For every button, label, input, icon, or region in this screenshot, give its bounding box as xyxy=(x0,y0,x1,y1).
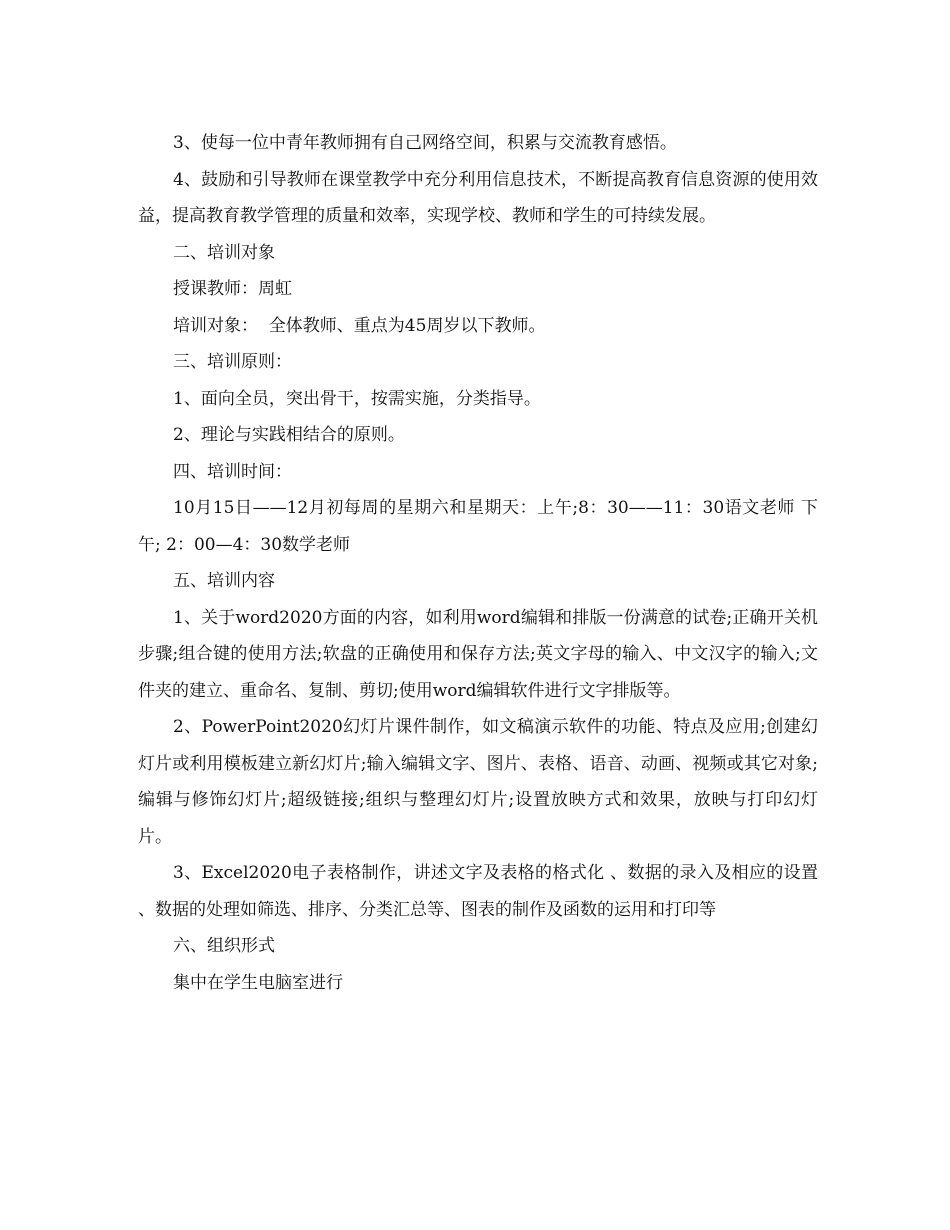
paragraph-trainees: 培训对象： 全体教师、重点为45周岁以下教师。 xyxy=(173,315,546,336)
paragraph-location: 集中在学生电脑室进行 xyxy=(173,972,343,993)
paragraph-goal-4: 4、鼓励和引导教师在课堂教学中充分利用信息技术，不断提高教育信息资源的使用效益，提高教育教学管理的质量和效率，实现学校、教师和学生的可持续发展。 xyxy=(138,169,818,226)
heading-training-content: 五、培训内容 xyxy=(173,571,275,591)
paragraph-goal-3: 3、使每一位中青年教师拥有自己网络空间，积累与交流教育感悟。 xyxy=(173,133,677,153)
paragraph-instructor: 授课教师：周虹 xyxy=(173,279,292,299)
heading-organization-form: 六、组织形式 xyxy=(173,936,275,956)
paragraph-principle-1: 1、面向全员，突出骨干，按需实施，分类指导。 xyxy=(173,388,541,409)
paragraph-content-excel: 3、Excel2020电子表格制作，讲述文字及表格的格式化 、数据的录入及相应的设置 、数据的处理如筛选、排序、分类汇总等、图表的制作及函数的运用和打印等 xyxy=(138,863,824,920)
paragraph-content-powerpoint: 2、PowerPoint2020幻灯片课件制作，如文稿演示软件的功能、特点及应用;创建幻灯片或利用模板建立新幻灯片;输入编辑文字、图片、表格、语音、动画、视频或其它对象;编辑与修饰幻灯片;超级链接;组织与整理幻灯片;设置放映方式和效果，放映与打印幻灯片。 xyxy=(138,717,818,847)
document-body xyxy=(138,125,824,1001)
paragraph-principle-2: 2、理论与实践相结合的原则。 xyxy=(173,425,405,445)
paragraph-schedule: 10月15日——12月初每周的星期六和星期天：上午;8：30——11：30语文老师 下午; 2：00—4：30数学老师 xyxy=(138,498,818,555)
heading-training-target: 二、培训对象 xyxy=(173,242,275,263)
heading-training-principles: 三、培训原则： xyxy=(173,352,292,372)
heading-training-time: 四、培训时间： xyxy=(173,461,292,482)
paragraph-content-word: 1、关于word2020方面的内容，如利用word编辑和排版一份满意的试卷;正确开关机步骤;组合键的使用方法;软盘的正确使用和保存方法;英文字母的输入、中文汉字的输入;文件夹的建立、重命名、复制、剪切;使用word编辑软件进行文字排版等。 xyxy=(138,607,818,701)
